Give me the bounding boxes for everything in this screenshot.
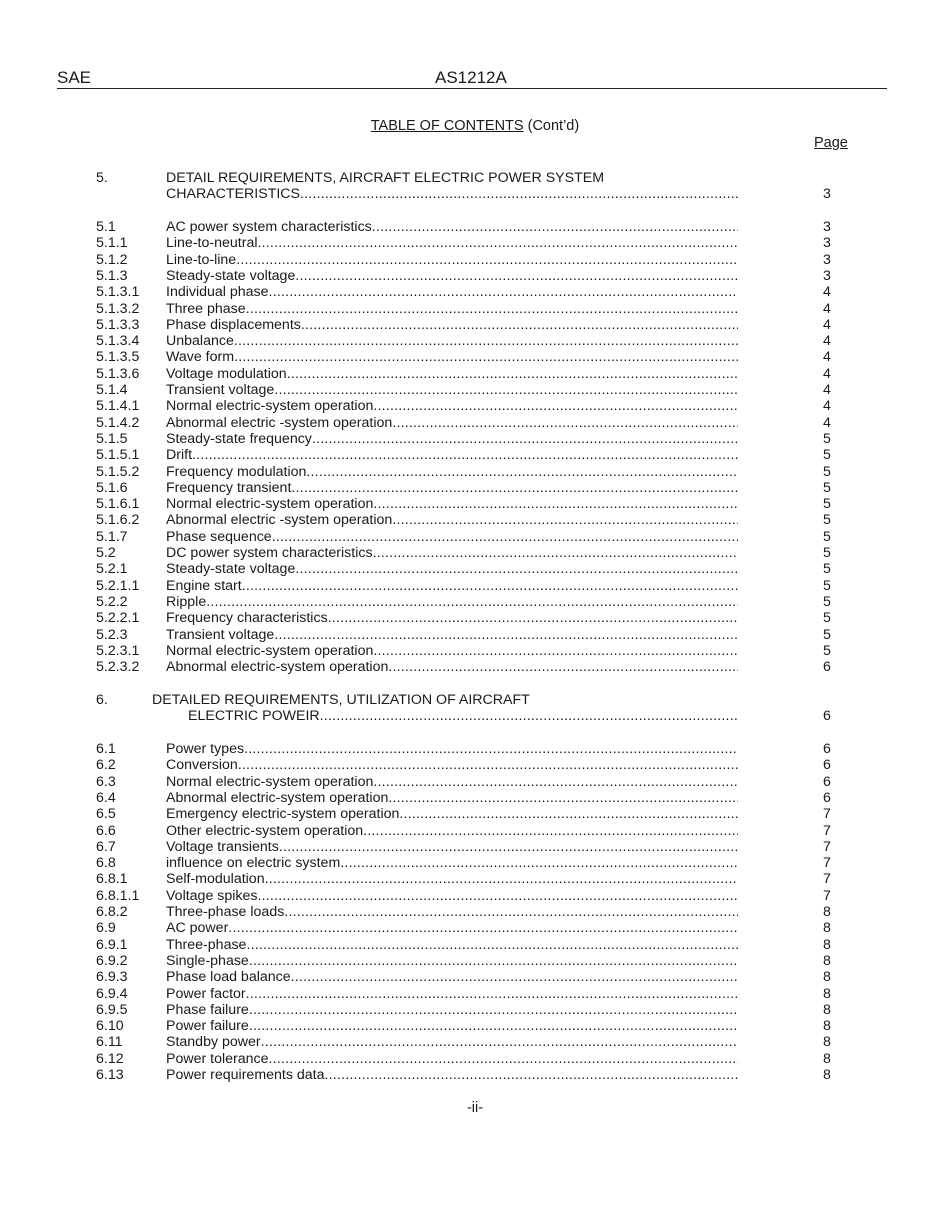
toc-entry-title: Voltage spikes ..... <box>166 888 738 905</box>
toc-entry-number: 6.4 <box>96 789 116 806</box>
dot-leader <box>295 268 738 284</box>
toc-entry-page: 6 <box>823 789 831 806</box>
toc-entry-number: 5.1.3.5 <box>96 349 140 366</box>
toc-entry <box>0 398 950 415</box>
toc-entry-page: 8 <box>823 936 831 953</box>
toc-entry-title: Single-phase ..... <box>166 953 738 970</box>
toc-entry-title: Power failure ..... <box>166 1018 738 1035</box>
dot-leader <box>246 937 738 953</box>
dot-leader <box>274 382 738 398</box>
toc-entry-number: 5.1.5 <box>96 430 128 447</box>
toc-entry-page: 6 <box>823 741 831 757</box>
toc-entry <box>0 186 950 203</box>
toc-entry <box>0 920 950 937</box>
toc-entry-number: 6.9.4 <box>96 985 128 1002</box>
toc-entry-title: DETAILED REQUIREMENTS, UTILIZATION OF AIRCRAFT <box>152 692 530 708</box>
toc-entry-title: Voltage transients ..... <box>166 839 738 856</box>
dot-leader <box>300 186 738 202</box>
toc-entry-page: 6 <box>823 773 831 790</box>
toc-entry-number: 5.1.1 <box>96 235 128 252</box>
toc-entry-number: 5.1.2 <box>96 251 128 268</box>
toc-entry-number: 6.9 <box>96 920 116 937</box>
toc-entry-title: Power types ..... <box>166 741 738 758</box>
dot-leader <box>279 839 738 855</box>
toc-entry-title: Wave form ..... <box>166 349 738 366</box>
toc-entry-page: 8 <box>823 952 831 969</box>
toc-entry-number: 6.6 <box>96 822 116 839</box>
toc-entry-title: AC power ..... <box>166 920 738 937</box>
toc-entry <box>0 741 950 758</box>
toc-entry-page: 8 <box>823 1018 831 1035</box>
toc-entry <box>0 871 950 888</box>
toc-entry-number: 5.1.4 <box>96 382 128 398</box>
dot-leader <box>234 333 738 349</box>
dot-leader <box>399 806 738 822</box>
toc-entry-number: 5.2.1 <box>96 561 128 578</box>
dot-leader <box>287 366 738 382</box>
toc-entry-page: 8 <box>823 1001 831 1018</box>
toc-entry-page: 5 <box>823 642 831 659</box>
toc-entry-title: Abnormal electric-system operation ..... <box>166 790 738 807</box>
toc-entry <box>0 301 950 318</box>
toc-entry <box>0 692 950 709</box>
dot-leader <box>249 1002 738 1018</box>
toc-entry-title: Frequency characteristics ..... <box>166 610 738 627</box>
dot-leader <box>291 969 738 985</box>
dot-leader <box>261 1034 738 1050</box>
toc-entry <box>0 937 950 954</box>
toc-entry-number: 6.1 <box>96 741 116 757</box>
toc-entry-title: Conversion ..... <box>166 757 738 774</box>
toc-title-suffix: (Cont’d) <box>523 118 580 134</box>
toc-entry <box>0 252 950 269</box>
dot-leader <box>392 415 738 431</box>
toc-entry-title: CHARACTERISTICS ..... <box>166 186 738 203</box>
toc-entry-page: 7 <box>823 822 831 839</box>
dot-leader <box>236 252 738 268</box>
toc-entry-page: 7 <box>823 806 831 823</box>
toc-entry <box>0 333 950 350</box>
dot-leader <box>392 512 738 528</box>
toc-entry-page: 8 <box>823 985 831 1002</box>
toc-entry-number: 5.1.3.1 <box>96 284 140 301</box>
toc-entry <box>0 561 950 578</box>
toc-entry-title: Drift ..... <box>166 447 738 464</box>
toc-entry <box>0 627 950 644</box>
toc-entry <box>0 643 950 660</box>
toc-entry-number: 6.2 <box>96 757 116 774</box>
toc-entry <box>0 512 950 529</box>
toc-entry-page: 3 <box>823 235 831 252</box>
dot-leader <box>328 610 738 626</box>
toc-entry-page: 5 <box>823 610 831 627</box>
toc-entry-page: 5 <box>823 626 831 643</box>
toc-entry-title: Abnormal electric -system operation ..... <box>166 415 738 432</box>
toc-entry-title: DC power system characteristics ..... <box>166 545 738 562</box>
toc-entry-title: AC power system characteristics ..... <box>166 219 738 236</box>
toc-entry <box>0 366 950 383</box>
dot-leader <box>372 219 738 235</box>
toc-entry <box>0 610 950 627</box>
toc-entry-page: 5 <box>823 545 831 561</box>
toc-entry-page: 3 <box>823 251 831 268</box>
toc-entry-page: 5 <box>823 496 831 513</box>
toc-entry-number: 5.2 <box>96 545 116 561</box>
toc-entry <box>0 1034 950 1051</box>
dot-leader <box>242 578 738 594</box>
dot-leader <box>295 561 738 577</box>
toc-entry-number: 6.8.1 <box>96 871 128 888</box>
toc-entry-title: influence on electric system ..... <box>166 855 738 872</box>
dot-leader <box>249 1018 738 1034</box>
toc-entry <box>0 529 950 546</box>
toc-entry-title: Phase displacements ..... <box>166 317 738 334</box>
toc-entry <box>0 1067 950 1084</box>
dot-leader <box>249 953 738 969</box>
toc-entry-number: 6.8 <box>96 855 116 872</box>
dot-leader <box>312 431 738 447</box>
toc-entry-number: 5.1.6.2 <box>96 512 140 529</box>
dot-leader <box>269 1051 738 1067</box>
dot-leader <box>306 464 738 480</box>
dot-leader <box>373 496 738 512</box>
toc-entry-title: Three-phase loads ..... <box>166 904 738 921</box>
dot-leader <box>284 904 738 920</box>
toc-entry-number: 5.1.3 <box>96 267 128 284</box>
toc-entry-title: Transient voltage ..... <box>166 627 738 644</box>
toc-entry-number: 5.2.2 <box>96 593 128 610</box>
toc-entry-title: ELECTRIC POWEIR ..... <box>188 708 738 725</box>
toc-entry <box>0 1018 950 1035</box>
toc-entry-title: Phase failure ..... <box>166 1002 738 1019</box>
toc-entry-title: Steady-state voltage ..... <box>166 268 738 285</box>
dot-leader <box>373 398 738 414</box>
dot-leader <box>373 643 738 659</box>
toc-entry-page: 4 <box>823 349 831 366</box>
toc-entry-title: Normal electric-system operation ..... <box>166 496 738 513</box>
toc-entry-page: 4 <box>823 316 831 333</box>
dot-leader <box>325 1067 738 1083</box>
toc-entry-page: 4 <box>823 284 831 301</box>
toc-entry <box>0 1002 950 1019</box>
toc-entry-title: Normal electric-system operation ..... <box>166 398 738 415</box>
toc-entry <box>0 235 950 252</box>
toc-entry <box>0 986 950 1003</box>
toc-entry-page: 7 <box>823 855 831 872</box>
toc-entry-title: Phase load balance ..... <box>166 969 738 986</box>
dot-leader <box>272 529 738 545</box>
toc-entry-page: 4 <box>823 382 831 398</box>
toc-entry <box>0 496 950 513</box>
toc-entry-number: 5.1.7 <box>96 528 128 545</box>
toc-entry-number: 6. <box>96 692 108 708</box>
toc-entry-title: DETAIL REQUIREMENTS, AIRCRAFT ELECTRIC POWER SYSTEM <box>166 170 605 186</box>
toc-entry <box>0 545 950 562</box>
toc-entry-title: Line-to-line ..... <box>166 252 738 269</box>
toc-entry-page: 6 <box>823 757 831 774</box>
dot-leader <box>340 855 738 871</box>
toc-entry-number: 5.1.3.4 <box>96 333 140 350</box>
toc-entry-page: 8 <box>823 969 831 986</box>
toc-entry-number: 6.11 <box>96 1034 123 1051</box>
toc-entry-number: 5.1 <box>96 219 116 235</box>
toc-entry-page: 7 <box>823 871 831 888</box>
toc-entry <box>0 888 950 905</box>
dot-leader <box>206 594 738 610</box>
toc-entry-number: 5. <box>96 170 108 186</box>
toc-entry-number: 6.8.1.1 <box>96 887 140 904</box>
toc-entry-page: 4 <box>823 333 831 350</box>
toc-entry-page: 8 <box>823 1050 831 1067</box>
toc-entry <box>0 806 950 823</box>
toc-entry-title: Three-phase ..... <box>166 937 738 954</box>
toc-entry-page: 5 <box>823 512 831 529</box>
toc-entry-title: Line-to-neutral ..... <box>166 235 738 252</box>
toc-entry <box>0 1051 950 1068</box>
toc-entry-title: Steady-state frequency ..... <box>166 431 738 448</box>
dot-leader <box>258 235 739 251</box>
toc-entry-title: Standby power ..... <box>166 1034 738 1051</box>
toc-entry-page: 3 <box>823 267 831 284</box>
toc-entry <box>0 774 950 791</box>
dot-leader <box>388 659 738 675</box>
toc-entry-title: Individual phase ..... <box>166 284 738 301</box>
dot-leader <box>192 447 738 463</box>
toc-entry-title: Transient voltage ..... <box>166 382 738 399</box>
toc-entry <box>0 284 950 301</box>
toc-entry <box>0 823 950 840</box>
dot-leader <box>320 708 738 724</box>
page-column-label: Page <box>814 135 848 151</box>
toc-entry-title: Power requirements data ..... <box>166 1067 738 1084</box>
toc-entry-title: Engine start ..... <box>166 578 738 595</box>
toc-entry <box>0 953 950 970</box>
toc-entry-number: 5.2.2.1 <box>96 610 140 627</box>
toc-entry-number: 5.1.5.1 <box>96 447 140 464</box>
dot-leader <box>244 741 738 757</box>
dot-leader <box>234 349 738 365</box>
toc-entry-number: 6.9.1 <box>96 936 128 953</box>
toc-entry-number: 5.1.3.6 <box>96 365 140 382</box>
toc-entry-page: 5 <box>823 463 831 480</box>
toc-entry <box>0 855 950 872</box>
toc-entry <box>0 839 950 856</box>
toc-entry-title: Power tolerance ..... <box>166 1051 738 1068</box>
toc-entry-page: 8 <box>823 920 831 937</box>
toc-entry <box>0 790 950 807</box>
dot-leader <box>238 757 738 773</box>
dot-leader <box>373 774 738 790</box>
toc-entry-title: Frequency modulation ..... <box>166 464 738 481</box>
toc-entry-title: Unbalance ..... <box>166 333 738 350</box>
dot-leader <box>274 627 738 643</box>
toc-entry-page: 5 <box>823 479 831 496</box>
dot-leader <box>363 823 738 839</box>
dot-leader <box>246 301 738 317</box>
toc-entry <box>0 659 950 676</box>
toc-entry <box>0 415 950 432</box>
toc-entry <box>0 578 950 595</box>
toc-entry-page: 6 <box>823 659 831 676</box>
toc-entry <box>0 480 950 497</box>
toc-entry-page: 5 <box>823 561 831 578</box>
toc-entry-number: 5.1.3.3 <box>96 316 140 333</box>
toc-entry-page: 4 <box>823 365 831 382</box>
toc-entry <box>0 708 950 725</box>
dot-leader <box>301 317 738 333</box>
toc-entry-title: Abnormal electric-system operation ..... <box>166 659 738 676</box>
dot-leader <box>291 480 738 496</box>
toc-entry <box>0 757 950 774</box>
page-number-footer: -ii- <box>466 1100 484 1116</box>
toc-entry <box>0 447 950 464</box>
toc-entry-page: 4 <box>823 300 831 317</box>
toc-entry-number: 6.5 <box>96 806 116 823</box>
header-org: SAE <box>57 68 92 87</box>
toc-title-main: TABLE OF CONTENTS <box>370 118 524 134</box>
dot-leader <box>258 888 739 904</box>
toc-entry-page: 7 <box>823 838 831 855</box>
toc-entry <box>0 464 950 481</box>
toc-entry <box>0 268 950 285</box>
toc-entry <box>0 170 950 187</box>
toc-entry-page: 8 <box>823 1067 831 1083</box>
toc-entry-page: 3 <box>823 219 831 235</box>
toc-entry-title: Self-modulation ..... <box>166 871 738 888</box>
toc-entry <box>0 382 950 399</box>
toc-entry-title: Ripple ..... <box>166 594 738 611</box>
toc-entry-number: 5.1.6 <box>96 479 128 496</box>
toc-entry-title: Voltage modulation ..... <box>166 366 738 383</box>
toc-entry-number: 6.3 <box>96 773 116 790</box>
toc-entry <box>0 904 950 921</box>
toc-entry-number: 5.1.3.2 <box>96 300 140 317</box>
toc-entry-number: 6.9.3 <box>96 969 128 986</box>
toc-entry-page: 7 <box>823 887 831 904</box>
toc-entry-number: 5.2.3 <box>96 626 128 643</box>
toc-entry-title: Power factor ..... <box>166 986 738 1003</box>
toc-entry-title: Normal electric-system operation ..... <box>166 643 738 660</box>
toc-entry-title: Emergency electric-system operation ..... <box>166 806 738 823</box>
header-doc-number: AS1212A <box>435 68 507 87</box>
toc-entry-title: Phase sequence ..... <box>166 529 738 546</box>
toc-entry-number: 6.13 <box>96 1067 124 1083</box>
toc-entry-page: 8 <box>823 1034 831 1051</box>
toc-entry-title: Three phase ..... <box>166 301 738 318</box>
toc-entry-title: Steady-state voltage ..... <box>166 561 738 578</box>
toc-entry-page: 4 <box>823 414 831 431</box>
toc-entry-number: 5.1.5.2 <box>96 463 140 480</box>
toc-entry-page: 8 <box>823 904 831 920</box>
toc-entry-number: 6.10 <box>96 1018 124 1035</box>
toc-entry-number: 6.12 <box>96 1050 124 1067</box>
toc-entry-page: 5 <box>823 447 831 464</box>
toc-entry-number: 5.1.4.2 <box>96 414 140 431</box>
toc-entry-number: 6.7 <box>96 838 116 855</box>
toc-entry-number: 5.2.3.1 <box>96 642 140 659</box>
dot-leader <box>373 545 738 561</box>
toc-entry <box>0 317 950 334</box>
toc-entry <box>0 969 950 986</box>
toc-entry-number: 5.1.6.1 <box>96 496 140 513</box>
dot-leader <box>228 920 738 936</box>
toc-entry-number: 5.2.3.2 <box>96 659 140 676</box>
toc-entry-number: 6.8.2 <box>96 904 128 920</box>
toc-entry-page: 6 <box>823 708 831 724</box>
toc-entry-number: 6.9.5 <box>96 1001 128 1018</box>
toc-entry-page: 5 <box>823 577 831 594</box>
toc-entry <box>0 219 950 236</box>
dot-leader <box>246 986 738 1002</box>
toc-entry-title: Abnormal electric -system operation ..... <box>166 512 738 529</box>
toc-entry-page: 5 <box>823 593 831 610</box>
toc-entry <box>0 431 950 448</box>
toc-entry-page: 5 <box>823 528 831 545</box>
toc-entry <box>0 594 950 611</box>
toc-entry-title: Other electric-system operation ..... <box>166 823 738 840</box>
toc-entry-title: Normal electric-system operation ..... <box>166 774 738 791</box>
toc-entry-page: 4 <box>823 398 831 415</box>
dot-leader <box>265 871 738 887</box>
toc-entry <box>0 349 950 366</box>
dot-leader <box>388 790 738 806</box>
toc-entry-page: 5 <box>823 430 831 447</box>
toc-entry-number: 6.9.2 <box>96 952 128 969</box>
toc-entry-title: Frequency transient ..... <box>166 480 738 497</box>
toc-entry-number: 5.1.4.1 <box>96 398 140 415</box>
toc-entry-number: 5.2.1.1 <box>96 577 140 594</box>
dot-leader <box>269 284 738 300</box>
toc-entry-page: 3 <box>823 186 831 202</box>
